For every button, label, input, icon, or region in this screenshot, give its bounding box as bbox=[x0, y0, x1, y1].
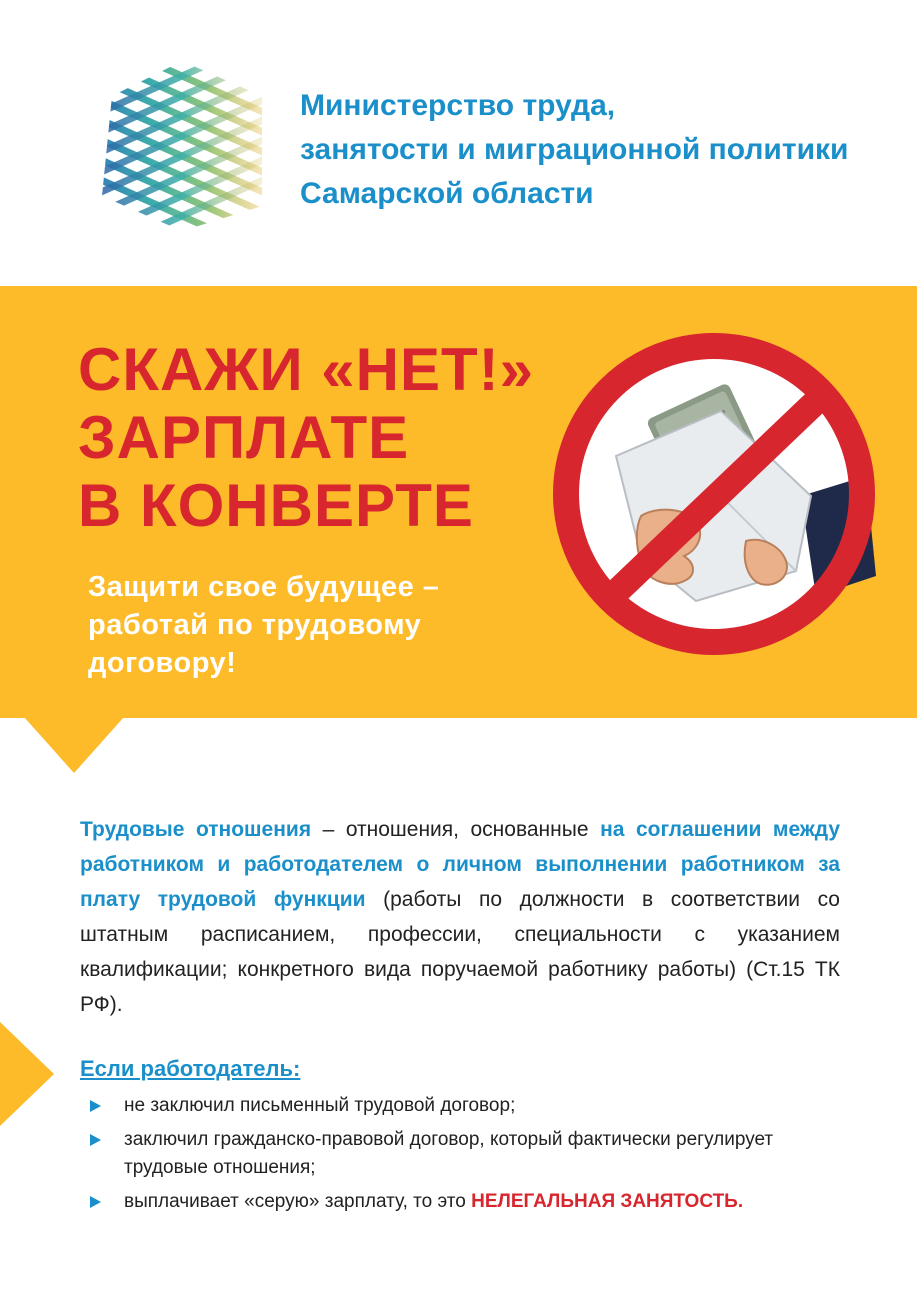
list-item bbox=[90, 1188, 850, 1216]
list-item bbox=[90, 1126, 850, 1182]
bullet-arrow-icon bbox=[90, 1196, 101, 1208]
ministry-line-3: Самарской области bbox=[300, 177, 594, 210]
conditions-list bbox=[90, 1092, 850, 1222]
ministry-title bbox=[300, 84, 848, 216]
subheadline-line-1: Защити свое будущее – bbox=[88, 571, 440, 603]
list-item-text: не заключил письменный трудовой договор; bbox=[124, 1095, 516, 1116]
conditions-title: Если работодатель: bbox=[80, 1056, 301, 1081]
list-item bbox=[90, 1092, 850, 1120]
side-triangle-decor bbox=[0, 1022, 54, 1126]
definition-paragraph bbox=[80, 812, 840, 1022]
definition-dash: – bbox=[311, 818, 346, 841]
subheadline-line-3: договору! bbox=[88, 647, 237, 679]
ministry-line-1: Министерство труда, bbox=[300, 89, 616, 122]
ministry-line-2: занятости и миграционной политики bbox=[300, 133, 849, 166]
banner-notch bbox=[24, 717, 124, 773]
prohibited-envelope-money-icon bbox=[546, 326, 882, 662]
woven-ribbon-logo-icon bbox=[92, 56, 272, 236]
illegal-employment-highlight: НЕЛЕГАЛЬНАЯ ЗАНЯТОСТЬ bbox=[471, 1191, 738, 1212]
headline-line-2: ЗАРПЛАТЕ bbox=[78, 404, 410, 471]
definition-text-2: (работы по должности в соответствии со штатным расписанием, профессии, специальности с указанием квалификации; конкретного вида поручаемой работнику работы) (Ст.15 ТК РФ). bbox=[80, 888, 840, 1016]
subheadline-line-2: работай по трудовому bbox=[88, 609, 422, 641]
bullet-arrow-icon bbox=[90, 1100, 101, 1112]
definition-highlight: на соглашении между работником и работодателем о личном выполнении работником за плату трудовой функции bbox=[80, 818, 840, 911]
definition-text-1: отношения, основанные bbox=[345, 818, 601, 841]
subheadline bbox=[88, 568, 439, 682]
list-item-text: заключил гражданско-правовой договор, который фактически регулирует трудовые отношения; bbox=[124, 1129, 774, 1178]
list-item-text: выплачивает «серую» зарплату, то это bbox=[124, 1191, 472, 1212]
main-headline bbox=[78, 336, 534, 540]
headline-line-1: СКАЖИ «НЕТ!» bbox=[78, 336, 535, 403]
definition-term: Трудовые отношения bbox=[80, 818, 312, 841]
list-item-period: . bbox=[737, 1191, 744, 1212]
bullet-arrow-icon bbox=[90, 1134, 101, 1146]
headline-line-3: В КОНВЕРТЕ bbox=[78, 472, 474, 539]
